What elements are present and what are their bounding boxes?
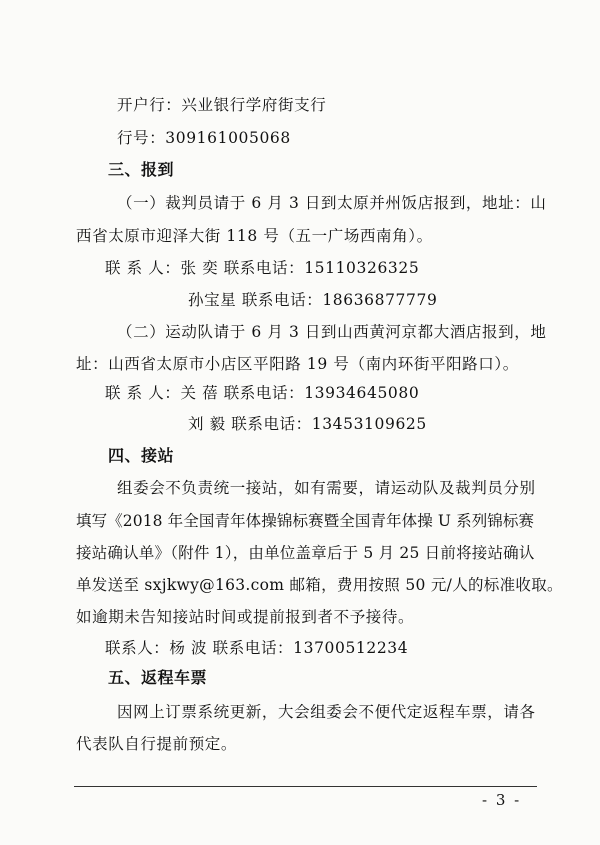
contact-line-pickup: 联系人：杨 波 联系电话：13700512234 (105, 639, 409, 657)
contact-line-4: 刘 毅 联系电话：13453109625 (188, 415, 427, 433)
section-heading-pickup: 四、接站 (108, 446, 175, 465)
footer-rule (74, 786, 537, 787)
contact-line-3: 联 系 人：关 蓓 联系电话：13934645080 (105, 384, 420, 402)
contact-line-1: 联 系 人：张 奕 联系电话：15110326325 (105, 259, 420, 277)
section-heading-registration: 三、报到 (108, 160, 175, 179)
bank-code-line: 行号：309161005068 (117, 129, 291, 147)
paragraph-referee-line2: 西省太原市迎泽大街 118 号（五一广场西南角）。 (76, 227, 433, 245)
paragraph-referee-line1: （一）裁判员请于 6 月 3 日到太原并州饭店报到，地址：山 (117, 194, 547, 212)
contact-line-2: 孙宝星 联系电话：18636877779 (188, 291, 438, 309)
paragraph-team-line1: （二）运动队请于 6 月 3 日到山西黄河京都大酒店报到，地 (117, 323, 547, 341)
paragraph-pickup-line4: 单发送至 sxjkwy@163.com 邮箱，费用按照 50 元/人的标准收取。 (76, 576, 563, 594)
bank-name-line: 开户行：兴业银行学府街支行 (117, 96, 327, 114)
paragraph-pickup-line5: 如逾期未告知接站时间或提前报到者不予接待。 (76, 608, 415, 626)
paragraph-return-line2: 代表队自行提前预定。 (76, 735, 238, 753)
paragraph-return-line1: 因网上订票系统更新，大会组委会不便代定返程车票，请各 (117, 703, 536, 721)
section-heading-return-tickets: 五、返程车票 (108, 668, 208, 687)
paragraph-team-line2: 址：山西省太原市小店区平阳路 19 号（南内环街平阳路口）。 (76, 355, 519, 373)
paragraph-pickup-line2: 填写《2018 年全国青年体操锦标赛暨全国青年体操 U 系列锦标赛 (76, 512, 535, 530)
paragraph-pickup-line1: 组委会不负责统一接站，如有需要，请运动队及裁判员分别 (117, 479, 536, 497)
paragraph-pickup-line3: 接站确认单》（附件 1），由单位盖章后于 5 月 25 日前将接站确认 (76, 544, 535, 562)
page-number: - 3 - (482, 791, 522, 809)
